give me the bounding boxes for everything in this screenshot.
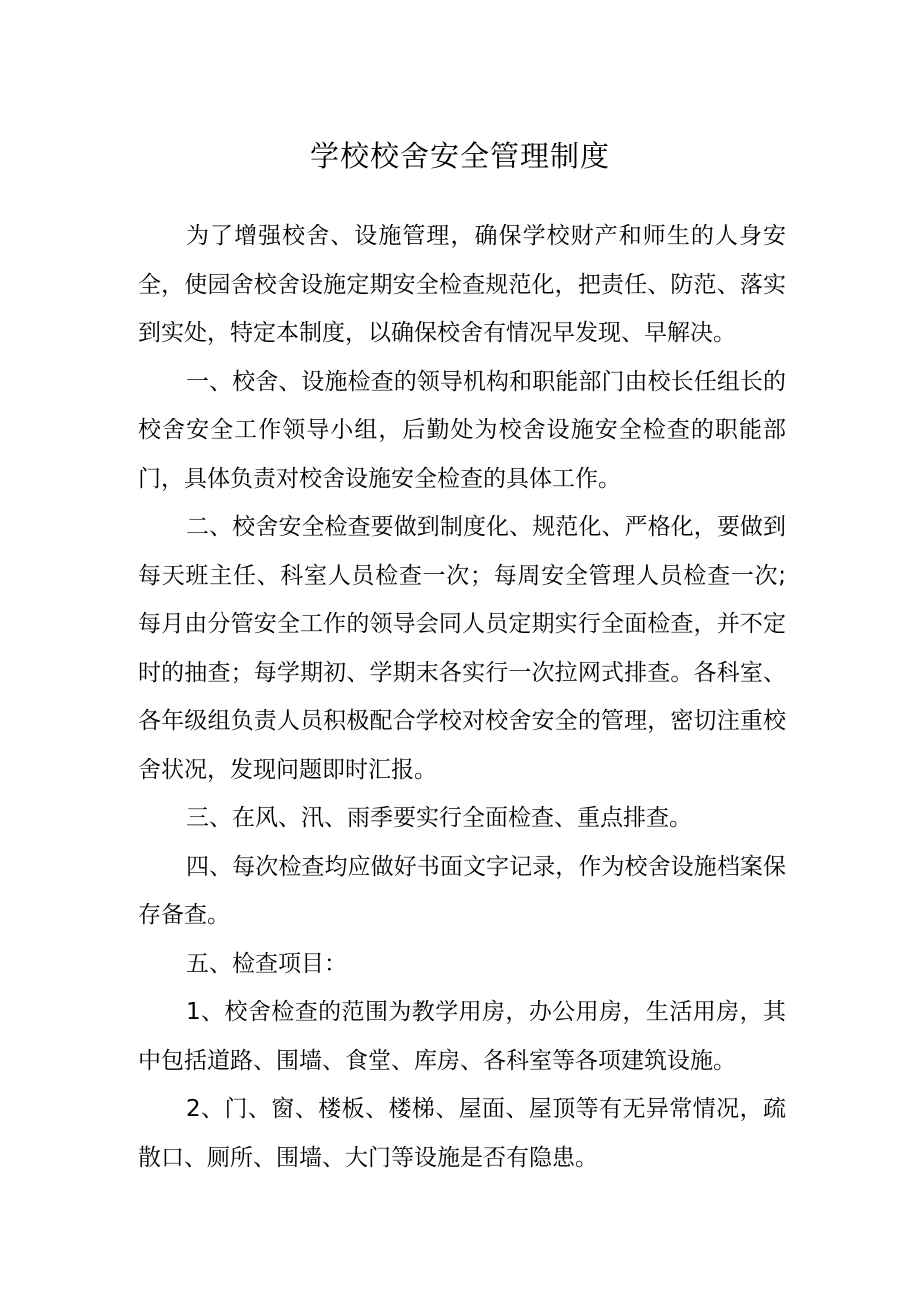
paragraph-intro: 为了增强校舍、设施管理，确保学校财产和师生的人身安全，使园舍校舍设施定期安全检查规范化，把责任、防范、落实到实处，特定本制度，以确保校舍有情况早发现、早解决。 — [138, 223, 786, 346]
paragraph-section-1: 一、校舍、设施检查的领导机构和职能部门由校长任组长的校舍安全工作领导小组，后勤处为校舍设施安全检查的职能部门，具体负责对校舍设施安全检查的具体工作。 — [138, 368, 786, 492]
paragraph-item-2: 2、门、窗、楼板、楼梯、屋面、屋顶等有无异常情况，疏散口、厕所、围墙、大门等设施是否有隐患。 — [138, 1096, 786, 1171]
document-body — [138, 212, 786, 1182]
document-title: 学校校舍安全管理制度 — [309, 139, 610, 173]
paragraph-section-4: 四、每次检查均应做好书面文字记录，作为校舍设施档案保存备查。 — [138, 853, 786, 928]
paragraph-section-2: 二、校舍安全检查要做到制度化、规范化、严格化，要做到每天班主任、科室人员检查一次；每周安全管理人员检查一次;每月由分管安全工作的领导会同人员定期实行全面检查，并不定时的抽查；每学期初、学期末各实行一次拉网式排查。各科室、各年级组负责人员积极配合学校对校舍安全的管理，密切注重校舍状况，发现问题即时汇报。 — [138, 514, 786, 783]
paragraph-item-1: 1、校舍检查的范围为教学用房，办公用房，生活用房，其中包括道路、围墙、食堂、库房、各科室等各项建筑设施。 — [138, 999, 786, 1074]
paragraph-section-3: 三、在风、汛、雨季要实行全面检查、重点排查。 — [186, 805, 692, 831]
paragraph-section-5-heading: 五、检查项目： — [186, 950, 347, 977]
